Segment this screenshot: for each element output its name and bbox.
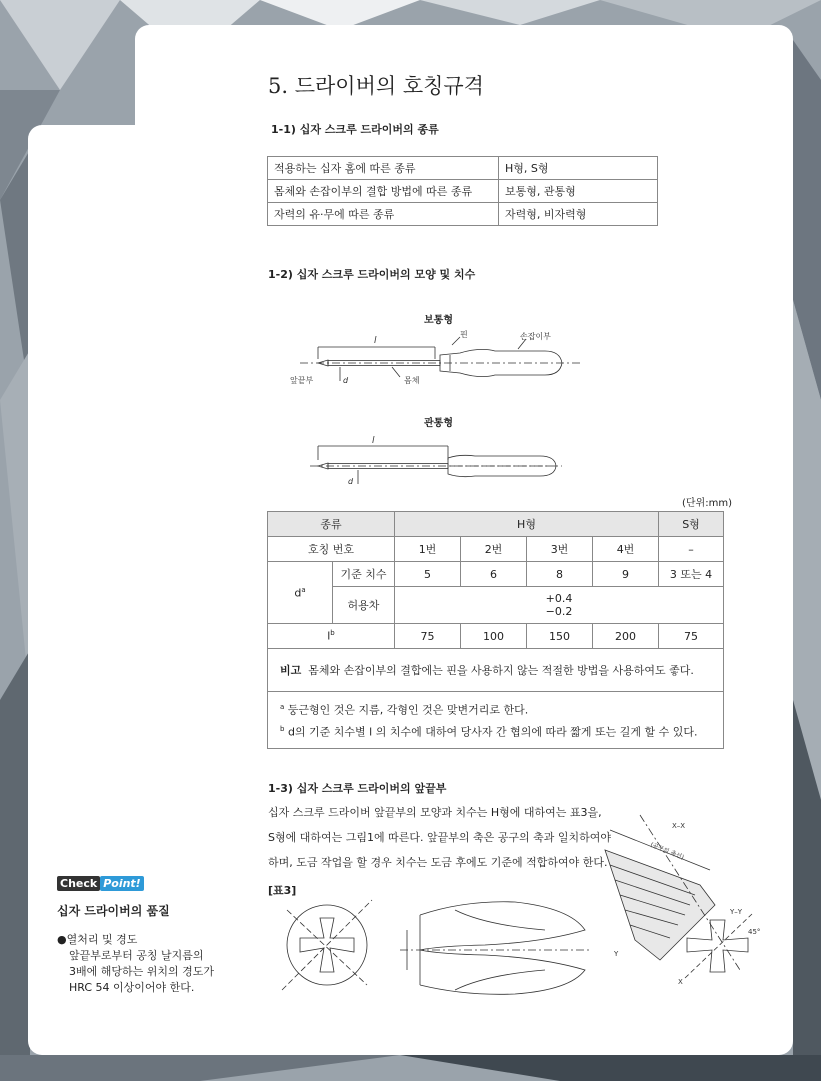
footnote-a-text: 둥근형인 것은 지름, 각형인 것은 맞변거리로 한다. [287,704,529,717]
section2-heading: 1-2) 십자 스크루 드라이버의 모양 및 치수 [268,268,476,281]
fig1-tip-label: 앞끝부 [290,376,314,385]
tolerance-cell [395,587,724,624]
tip-end-view-figure [272,890,384,1000]
tol-minus: −0.2 [545,605,573,618]
name-label: 호칭 번호 [268,537,395,562]
check-label: Check [57,876,100,891]
footnote-cell [268,692,724,749]
page-title: 5. 드라이버의 호칭규격 [268,74,484,98]
xx-label: X–X [672,822,686,830]
table-cell: 75 [395,624,461,649]
table-cell: 100 [461,624,527,649]
table-cell: 9 [593,562,659,587]
table-cell: 6 [461,562,527,587]
x-label: X [678,978,683,986]
y-label: Y [614,950,619,958]
section3-line-3: 하며, 도금 작업을 할 경우 치수는 도금 후에도 기준에 적합하여야 한다. [268,856,608,869]
footnote-a-mark: a [280,703,285,712]
screwdriver-through-figure [300,432,570,492]
fig1-handle-label: 손잡이부 [520,332,551,341]
footnote-b [280,720,711,742]
table-cell: 4번 [593,537,659,562]
table-cell: 1번 [395,537,461,562]
sidebar-line: 앞끝부로부터 공칭 날지름의 [69,949,204,962]
fig1-l-label: l [374,336,377,346]
tip-side-view-figure [395,890,590,1000]
remark-label: 비고 [280,664,302,677]
remark-text: 몸체와 손잡이부의 결합에는 핀을 사용하지 않는 적절한 방법을 사용하여도 좋다. [308,664,694,677]
table-row [268,157,658,180]
types-table [267,156,658,226]
row-label: 몸체와 손잡이부의 결합 방법에 따른 종류 [268,180,499,203]
table-cell: 3번 [527,537,593,562]
tip-section-figure [590,810,770,1000]
table-row [268,692,724,749]
d-label-cell [268,562,333,624]
table-cell: 8 [527,562,593,587]
header-type: 종류 [268,512,395,537]
dimension-table [267,511,724,749]
header-s: S형 [659,512,724,537]
fig2-title: 관통형 [424,418,453,429]
axis-label: (공구의 축선) [649,841,685,862]
table-row [268,203,658,226]
table-cell: 3 또는 4 [659,562,724,587]
sidebar-title: 십자 드라이버의 품질 [57,904,170,918]
section3-heading: 1-3) 십자 스크루 드라이버의 앞끝부 [268,782,447,795]
table-row [268,180,658,203]
table-row [268,624,724,649]
row-label: 적용하는 십자 홈에 따른 종류 [268,157,499,180]
d-sup: a [301,585,306,594]
sidebar-text [57,932,214,996]
d-label: d [294,586,302,600]
row-value: 보통형, 관통형 [499,180,658,203]
screwdriver-normal-figure [280,325,590,395]
remark-cell [268,649,724,692]
table-cell: – [659,537,724,562]
sidebar-bullet: ●열처리 및 경도 [57,933,138,946]
table-cell: 75 [659,624,724,649]
table-row [268,512,724,537]
table-row [268,649,724,692]
l-label-cell [268,624,395,649]
table-row [268,587,724,624]
tol-label: 허용차 [333,587,395,624]
yy-label: Y–Y [730,908,743,916]
fig2-l-label: l [372,436,375,446]
table-cell: 200 [593,624,659,649]
tol-plus: +0.4 [545,592,573,605]
base-label: 기준 치수 [333,562,395,587]
table-cell: 150 [527,624,593,649]
fig2-d-label: d [348,477,354,486]
row-label: 자력의 유·무에 따른 종류 [268,203,499,226]
table-row [268,562,724,587]
table-row [268,537,724,562]
row-value: 자력형, 비자력형 [499,203,658,226]
deg-label: 45° [748,928,761,936]
fig1-title: 보통형 [424,315,453,326]
unit-label: (단위:mm) [682,498,732,509]
header-h: H형 [395,512,659,537]
footnote-a [280,698,711,720]
fig1-body-label: 몸체 [404,376,420,385]
footnote-b-text: d의 기준 치수별 l 의 치수에 대하여 당사자 간 협의에 따라 짧게 또는 길게 할 수 있다. [287,725,698,739]
l-sup: b [330,629,335,638]
check-point-logo [57,872,144,891]
fig1-d-label: d [343,376,349,385]
fig1-pin-label: 핀 [460,330,468,339]
footnote-b-mark: b [280,725,285,733]
sidebar-line: HRC 54 이상이어야 한다. [69,981,195,994]
section3-line-1: 십자 스크루 드라이버 앞끝부의 모양과 치수는 H형에 대하여는 표3을, [268,806,602,819]
section1-heading: 1-1) 십자 스크루 드라이버의 종류 [271,123,439,136]
row-value: H형, S형 [499,157,658,180]
l-label: l [327,629,331,643]
table-cell: 5 [395,562,461,587]
point-label: Point! [100,876,144,891]
sidebar-line: 3배에 해당하는 위치의 경도가 [69,965,214,978]
table3-label: [표3] [268,884,297,897]
section3-line-2: S형에 대하여는 그림1에 따른다. 앞끝부의 축은 공구의 축과 일치하여야 [268,831,611,844]
table-cell: 2번 [461,537,527,562]
